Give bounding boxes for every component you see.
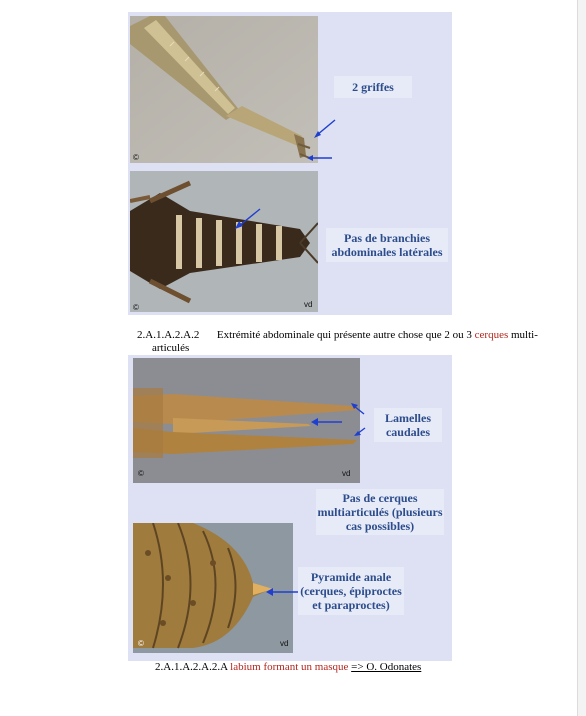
arrow-icon	[353, 426, 367, 438]
photo-abdomen	[130, 171, 318, 312]
label-lamelles-caudales: Lamelles caudales	[374, 408, 442, 442]
vd-mark-2: vd	[342, 469, 351, 478]
copyright-mark-2: ©	[133, 303, 139, 312]
label-pas-de-cerques: Pas de cerques multiarticulés (plusieurs cas possibles)	[317, 491, 443, 533]
arrow-icon	[305, 153, 333, 163]
arrow-icon	[264, 587, 300, 597]
arrow-icon	[232, 207, 262, 231]
copyright-mark-4: ©	[138, 639, 144, 648]
leg-illustration	[130, 16, 318, 163]
caption-term-cerques: cerques	[474, 329, 509, 341]
copyright-mark-3: ©	[138, 469, 144, 478]
copyright-mark-1: ©	[133, 153, 139, 162]
page-edge	[577, 0, 586, 716]
caption2-term: labium formant un masque	[230, 661, 349, 673]
caption-code: 2.A.1.A.2.A.2	[137, 329, 200, 341]
label-pas-de-branchies: Pas de branchies abdominales latérales	[326, 228, 448, 262]
caption2-code: 2.A.1.A.2.A.2.A	[155, 661, 228, 673]
abdomen-illustration	[130, 171, 318, 312]
caption-2A1A2A2A	[155, 661, 575, 674]
caption2-result-link[interactable]: => O. Odonates	[351, 661, 422, 673]
vd-mark-3: vd	[280, 639, 289, 648]
label-pyramide-anale: Pyramide anale (cerques, épiproctes et paraproctes)	[298, 567, 404, 615]
figure-panel-claws-abdomen	[128, 12, 452, 315]
figure-panel-abdominal-ends	[128, 355, 452, 661]
caption-text: Extrémité abdominale qui présente autre chose que 2 ou 3	[216, 329, 472, 341]
caption-tail: multi-	[511, 329, 538, 341]
arrow-icon	[309, 417, 343, 427]
caption-2A1A2A2	[137, 329, 573, 342]
vd-mark-1: vd	[304, 300, 313, 309]
caption-continuation: articulés	[152, 342, 190, 354]
photo-leg-claws	[130, 16, 318, 163]
arrow-icon	[350, 402, 366, 416]
arrow-icon	[311, 118, 337, 140]
label-2-griffes: 2 griffes	[334, 76, 412, 98]
